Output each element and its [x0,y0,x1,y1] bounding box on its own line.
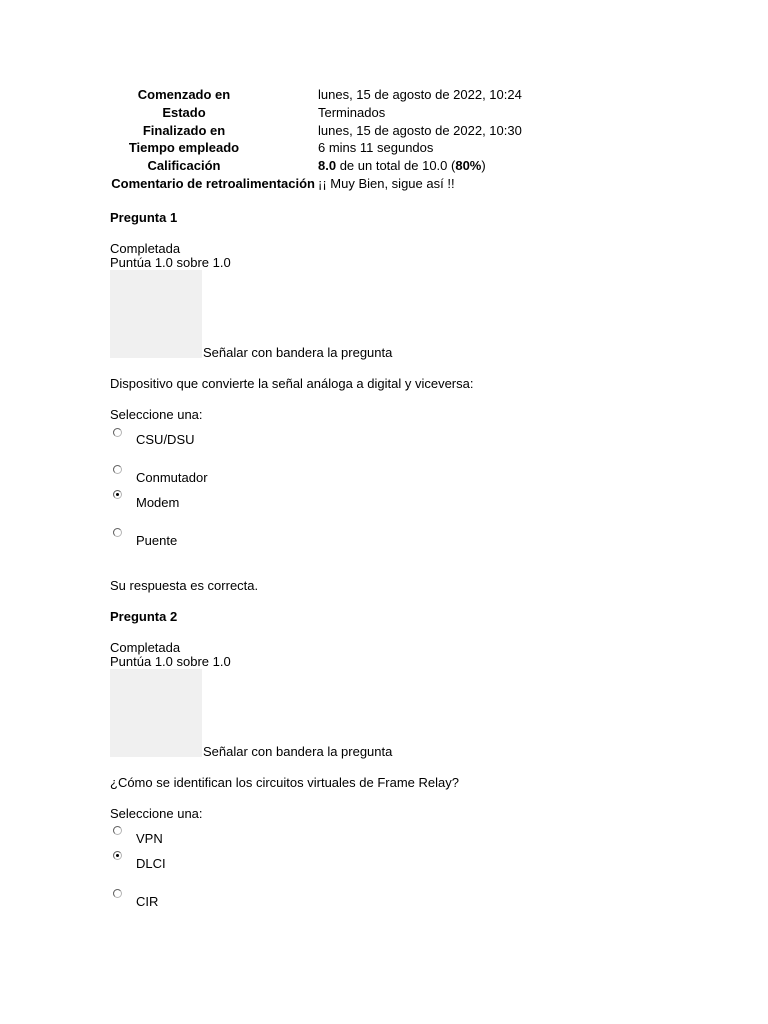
question-title: Pregunta 1 [110,210,178,225]
option-label-cir[interactable]: CIR [136,894,159,909]
option-label-modem[interactable]: Modem [136,495,180,510]
started-label: Comenzado en [137,87,231,102]
select-one-label: Seleccione una: [110,407,203,422]
grade-percent: 80% [455,158,482,174]
option-label-conmutador[interactable]: Conmutador [136,470,208,485]
radio-option-puente[interactable] [113,528,122,537]
flag-image[interactable] [110,270,202,358]
attempt-summary [0,86,768,193]
select-one-label: Seleccione una: [110,806,203,821]
started-value: lunes, 15 de agosto de 2022, 10:24 [318,87,522,102]
flag-question-link[interactable]: Señalar con bandera la pregunta [203,345,393,360]
question-status: Completada [110,241,181,256]
grade-label: Calificación [147,158,221,174]
question-text: ¿Cómo se identifican los circuitos virtuales de Frame Relay? [110,775,459,790]
summary-row-started [0,86,768,104]
flag-image[interactable] [110,669,202,757]
question-status: Completada [110,640,181,655]
feedback-value: ¡¡ Muy Bien, sigue así !! [318,175,455,191]
option-label-puente[interactable]: Puente [136,533,178,548]
time-label: Tiempo empleado [128,140,240,156]
grade-score: 8.0 [318,158,337,174]
finished-value: lunes, 15 de agosto de 2022, 10:30 [318,122,522,138]
summary-row-feedback [0,175,768,193]
summary-row-finished [0,122,768,140]
question-text: Dispositivo que convierte la señal análoga a digital y viceversa: [110,376,474,391]
feedback-label: Comentario de retroalimentación [111,175,315,191]
summary-row-time [0,139,768,157]
option-label-dlci[interactable]: DLCI [136,856,166,871]
summary-row-grade [0,157,768,175]
question-title: Pregunta 2 [110,609,178,624]
grade-close-paren: ) [481,158,486,174]
time-value: 6 mins 11 segundos [318,140,434,156]
radio-option-vpn[interactable] [113,826,122,835]
option-label-csu-dsu[interactable]: CSU/DSU [136,432,195,447]
radio-option-csu-dsu[interactable] [113,428,122,437]
summary-row-state [0,104,768,122]
state-label: Estado [162,104,206,120]
radio-option-dlci[interactable] [113,851,122,860]
question-score: Puntúa 1.0 sobre 1.0 [110,255,231,270]
question-score: Puntúa 1.0 sobre 1.0 [110,654,231,669]
state-value: Terminados [318,104,386,120]
radio-option-conmutador[interactable] [113,465,122,474]
radio-option-modem[interactable] [113,490,122,499]
radio-option-cir[interactable] [113,889,122,898]
grade-total-text: de un total de 10.0 ( [336,158,456,174]
flag-question-link[interactable]: Señalar con bandera la pregunta [203,744,393,759]
finished-label: Finalizado en [142,122,226,138]
grade-value [318,157,486,175]
option-label-vpn[interactable]: VPN [136,831,163,846]
answer-feedback: Su respuesta es correcta. [110,578,259,593]
